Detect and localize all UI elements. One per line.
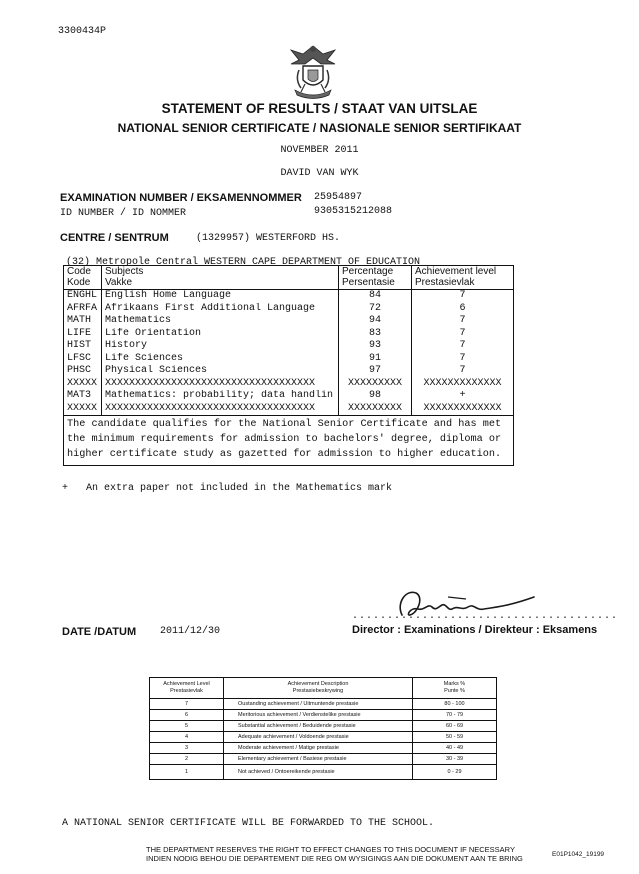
legend-marks: 80 - 100: [413, 699, 497, 710]
coat-of-arms-icon: [281, 40, 345, 104]
subject-code: XXXXX: [64, 378, 102, 391]
subject-name: Mathematics: probability; data handlin: [102, 390, 339, 403]
legend-marks: 30 - 39: [413, 754, 497, 765]
document-id: 3300434P: [58, 26, 107, 37]
subject-level: 6: [412, 303, 514, 316]
legend-description: Oustanding achievement / Uitmuntende prestasie: [224, 699, 413, 710]
subject-level: 7: [412, 353, 514, 366]
subject-percentage: 84: [339, 290, 412, 303]
table-row: [150, 732, 497, 743]
exam-session: NOVEMBER 2011: [280, 145, 359, 156]
subject-level: +: [412, 390, 514, 403]
subject-percentage: XXXXXXXXX: [339, 378, 412, 391]
legend-level: 6: [150, 710, 224, 721]
table-row: [64, 390, 514, 403]
table-row: [150, 765, 497, 780]
legend-level: 1: [150, 765, 224, 780]
subject-name: XXXXXXXXXXXXXXXXXXXXXXXXXXXXXXXXXXX: [102, 378, 339, 391]
subjects-header: Subjects Vakke: [102, 266, 339, 290]
subject-name: Afrikaans First Additional Language: [102, 303, 339, 316]
subject-name: English Home Language: [102, 290, 339, 303]
subject-percentage: 98: [339, 390, 412, 403]
subject-code: LIFE: [64, 328, 102, 341]
disclaimer-afrikaans: INDIEN NODIG BEHOU DIE DEPARTEMENT DIE REG OM WYSIGINGS AAN DIE DOKUMENT AAN TE BRING: [146, 854, 523, 863]
legend-marks-header: Marks % Punte %: [413, 678, 497, 699]
subject-code: XXXXX: [64, 403, 102, 416]
exam-number-value: 25954897: [314, 192, 363, 203]
subject-name: Physical Sciences: [102, 365, 339, 378]
date-label: DATE /DATUM: [62, 626, 137, 638]
qualification-statement: The candidate qualifies for the National Senior Certificate and has met the minimum requirements for admission to bachelors' degree, diploma or higher certificate study as gazetted for admission to higher education.: [64, 416, 514, 466]
legend-header-row: [150, 678, 497, 699]
exam-number-label: EXAMINATION NUMBER / EKSAMENNOMMER: [60, 192, 302, 204]
table-row: [64, 365, 514, 378]
centre-value: (1329957) WESTERFORD HS.: [196, 233, 341, 244]
subject-percentage: 94: [339, 315, 412, 328]
legend-marks: 40 - 49: [413, 743, 497, 754]
legend-level: 7: [150, 699, 224, 710]
achievement-legend-table: [149, 677, 497, 780]
subject-name: History: [102, 340, 339, 353]
candidate-name: DAVID VAN WYK: [280, 168, 359, 179]
legend-marks: 70 - 79: [413, 710, 497, 721]
subject-percentage: 91: [339, 353, 412, 366]
legend-marks: 50 - 59: [413, 732, 497, 743]
legend-description: Adequate achievement / Voldoende prestasie: [224, 732, 413, 743]
table-row: [150, 710, 497, 721]
legend-level: 2: [150, 754, 224, 765]
table-row: [64, 303, 514, 316]
disclaimer-english: THE DEPARTMENT RESERVES THE RIGHT TO EFFECT CHANGES TO THIS DOCUMENT IF NECESSARY: [146, 845, 515, 854]
subject-level: 7: [412, 328, 514, 341]
table-row: [64, 328, 514, 341]
centre-label: CENTRE / SENTRUM: [60, 232, 169, 244]
percentage-header: Percentage Persentasie: [339, 266, 412, 290]
table-row: [64, 378, 514, 391]
results-header-row: [64, 266, 514, 290]
subject-code: MATH: [64, 315, 102, 328]
subject-name: Mathematics: [102, 315, 339, 328]
legend-description-header: Achievement Description Prestasiebeskrywing: [224, 678, 413, 699]
subject-code: ENGHL: [64, 290, 102, 303]
footnote: + An extra paper not included in the Mathematics mark: [62, 483, 393, 494]
subject-percentage: 72: [339, 303, 412, 316]
id-number-value: 9305315212088: [314, 206, 393, 217]
signature-line: ......................................: [352, 611, 619, 622]
subject-level: 7: [412, 290, 514, 303]
legend-description: Substantial achievement / Beduidende prestasie: [224, 721, 413, 732]
legend-description: Meritorious achievement / Verdienstelike prestasie: [224, 710, 413, 721]
code-header: Code Kode: [64, 266, 102, 290]
legend-description: Moderate achievement / Matige prestasie: [224, 743, 413, 754]
legend-description: Not achieved / Ontoereikende prestasie: [224, 765, 413, 780]
id-number-label: ID NUMBER / ID NOMMER: [60, 208, 187, 219]
subject-percentage: 97: [339, 365, 412, 378]
page-subtitle: NATIONAL SENIOR CERTIFICATE / NASIONALE SENIOR SERTIFIKAAT: [117, 121, 522, 135]
subject-name: Life Sciences: [102, 353, 339, 366]
district-line: (32) Metropole Central WESTERN CAPE DEPARTMENT OF EDUCATION: [66, 257, 421, 268]
legend-description: Elementary achievement / Basiese prestasie: [224, 754, 413, 765]
table-row: [64, 403, 514, 416]
table-row: [64, 315, 514, 328]
table-row: [150, 699, 497, 710]
subject-level: 7: [412, 365, 514, 378]
legend-marks: 60 - 69: [413, 721, 497, 732]
subject-code: HIST: [64, 340, 102, 353]
legend-level: 4: [150, 732, 224, 743]
level-header: Achievement level Prestasievlak: [412, 266, 514, 290]
director-title: Director : Examinations / Direkteur : Eksamens: [352, 624, 598, 636]
table-row: [150, 721, 497, 732]
table-row: [64, 353, 514, 366]
subject-level: 7: [412, 315, 514, 328]
forward-notice: A NATIONAL SENIOR CERTIFICATE WILL BE FORWARDED TO THE SCHOOL.: [62, 818, 435, 829]
table-row: [150, 754, 497, 765]
subject-percentage: 83: [339, 328, 412, 341]
subject-level: XXXXXXXXXXXXX: [412, 378, 514, 391]
subject-code: MAT3: [64, 390, 102, 403]
legend-level: 3: [150, 743, 224, 754]
subject-code: AFRFA: [64, 303, 102, 316]
subject-percentage: 93: [339, 340, 412, 353]
form-reference-code: E01P1042_19199: [552, 851, 605, 858]
legend-level: 5: [150, 721, 224, 732]
date-value: 2011/12/30: [160, 626, 221, 637]
table-row: [64, 290, 514, 303]
qualification-row: [64, 416, 514, 466]
subject-code: PHSC: [64, 365, 102, 378]
results-table: [63, 265, 514, 466]
table-row: [150, 743, 497, 754]
table-row: [64, 340, 514, 353]
subject-percentage: XXXXXXXXX: [339, 403, 412, 416]
subject-level: 7: [412, 340, 514, 353]
page-title: STATEMENT OF RESULTS / STAAT VAN UITSLAE: [161, 101, 478, 116]
subject-code: LFSC: [64, 353, 102, 366]
legend-marks: 0 - 29: [413, 765, 497, 780]
subject-name: XXXXXXXXXXXXXXXXXXXXXXXXXXXXXXXXXXX: [102, 403, 339, 416]
legend-level-header: Achievement Level Prestasievlak: [150, 678, 224, 699]
subject-name: Life Orientation: [102, 328, 339, 341]
subject-level: XXXXXXXXXXXXX: [412, 403, 514, 416]
